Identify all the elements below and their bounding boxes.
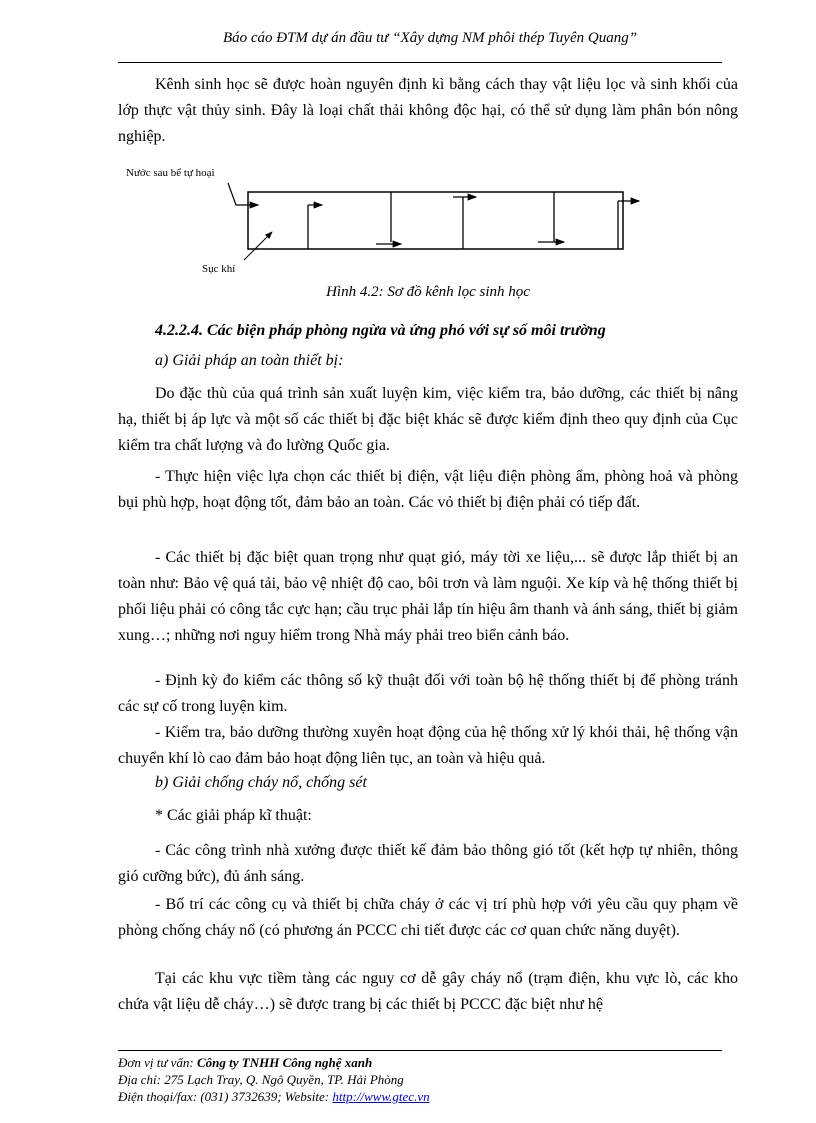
intro-paragraph: Kênh sinh học sẽ được hoàn nguyên định kì bằng cách thay vật liệu lọc và sinh khối của lớp thực vật thủy sinh. Đây là loại chất thải không độc hại, có thể sử dụng làm phân bón nông nghiệp. <box>118 76 738 145</box>
paragraph-b3: Tại các khu vực tiềm tàng các nguy cơ dễ gây cháy nổ (trạm điện, khu vực lò, các kho chứa vật liệu dễ cháy…) sẽ được trang bị các thiết bị PCCC đặc biệt như hệ <box>118 970 738 1013</box>
section-title: 4.2.2.4. Các biện pháp phòng ngừa và ứng phó với sự số môi trường <box>155 322 606 339</box>
paragraph-b2: - Bố trí các công cụ và thiết bị chữa cháy ở các vị trí phù hợp với yêu cầu quy phạm về phòng chống cháy nổ (có phương án PCCC chi tiết được các cơ quan chức năng duyệt). <box>118 896 738 939</box>
biofilter-channel-diagram <box>118 156 678 276</box>
paragraph-a4: - Định kỳ đo kiểm các thông số kỹ thuật đối với toàn bộ hệ thống thiết bị để phòng tránh các sự cố trong luyện kim. <box>118 672 738 715</box>
paragraph-a2: - Thực hiện việc lựa chọn các thiết bị điện, vật liệu điện phòng ẩm, phòng hoả và phòng bụi phù hợp, hoạt động tốt, đảm bảo an toàn. Các vỏ thiết bị điện phải có tiếp đất. <box>118 468 738 511</box>
footer-address: Địa chỉ: 275 Lạch Tray, Q. Ngô Quyền, TP. Hải Phòng <box>118 1072 404 1087</box>
footer-consultant <box>118 1055 372 1071</box>
paragraph-b1: - Các công trình nhà xưởng được thiết kế đảm bảo thông gió tốt (kết hợp tự nhiên, thông gió cưỡng bức), đủ ánh sáng. <box>118 842 738 885</box>
paragraph-a3: - Các thiết bị đặc biệt quan trọng như quạt gió, máy tời xe liệu,... sẽ được lắp thiết bị an toàn như: Bảo vệ quá tải, bảo vệ nhiệt độ cao, bôi trơn và làm nguội. Xe kíp và hệ thống thiết bị phối liệu phải có công tắc cực hạn; cầu trục phải lắp tín hiệu âm thanh và ánh sáng, thiết bị giảm xung…; những nơi nguy hiểm trong Nhà máy phải treo biển cảnh báo. <box>118 549 738 644</box>
consultant-name: Công ty TNHH Công nghệ xanh <box>197 1055 373 1070</box>
inlet-arrow <box>228 183 258 205</box>
paragraph-a1: Do đặc thù của quá trình sản xuất luyện kim, việc kiểm tra, bảo dưỡng, các thiết bị nâng hạ, thiết bị áp lực và một số các thiết bị đặc biệt khác sẽ được kiểm định theo quy định của Cục kiểm tra chất lượng và đo lường Quốc gia. <box>118 385 738 454</box>
channel-box <box>248 192 623 249</box>
paragraph-a5: - Kiểm tra, bảo dưỡng thường xuyên hoạt động của hệ thống xử lý khói thải, hệ thống vận chuyển khí lò cao đảm bảo hoạt động liên tục, an toàn và hiệu quả. <box>118 724 738 767</box>
subsection-b-title: b) Giải chống cháy nổ, chống sét <box>155 774 367 791</box>
aeration-label: Sục khí <box>202 263 236 275</box>
inlet-label: Nước sau bể tự hoại <box>126 167 215 179</box>
website-link[interactable]: http://www.gtec.vn <box>332 1089 430 1104</box>
consultant-label: Đơn vị tư vấn: <box>118 1055 194 1070</box>
footer-contact <box>118 1089 430 1105</box>
header-divider <box>118 62 722 63</box>
contact-info: Điện thoại/fax: (031) 3732639; Website: <box>118 1089 330 1104</box>
technical-solutions-label: * Các giải pháp kĩ thuật: <box>155 807 312 824</box>
figure-caption: Hình 4.2: Sơ đồ kênh lọc sinh học <box>326 284 530 300</box>
page-header: Báo cáo ĐTM dự án đầu tư “Xây dựng NM phôi thép Tuyên Quang” <box>222 30 638 46</box>
subsection-a-title: a) Giải pháp an toàn thiết bị: <box>155 352 344 369</box>
footer-divider <box>118 1050 722 1051</box>
